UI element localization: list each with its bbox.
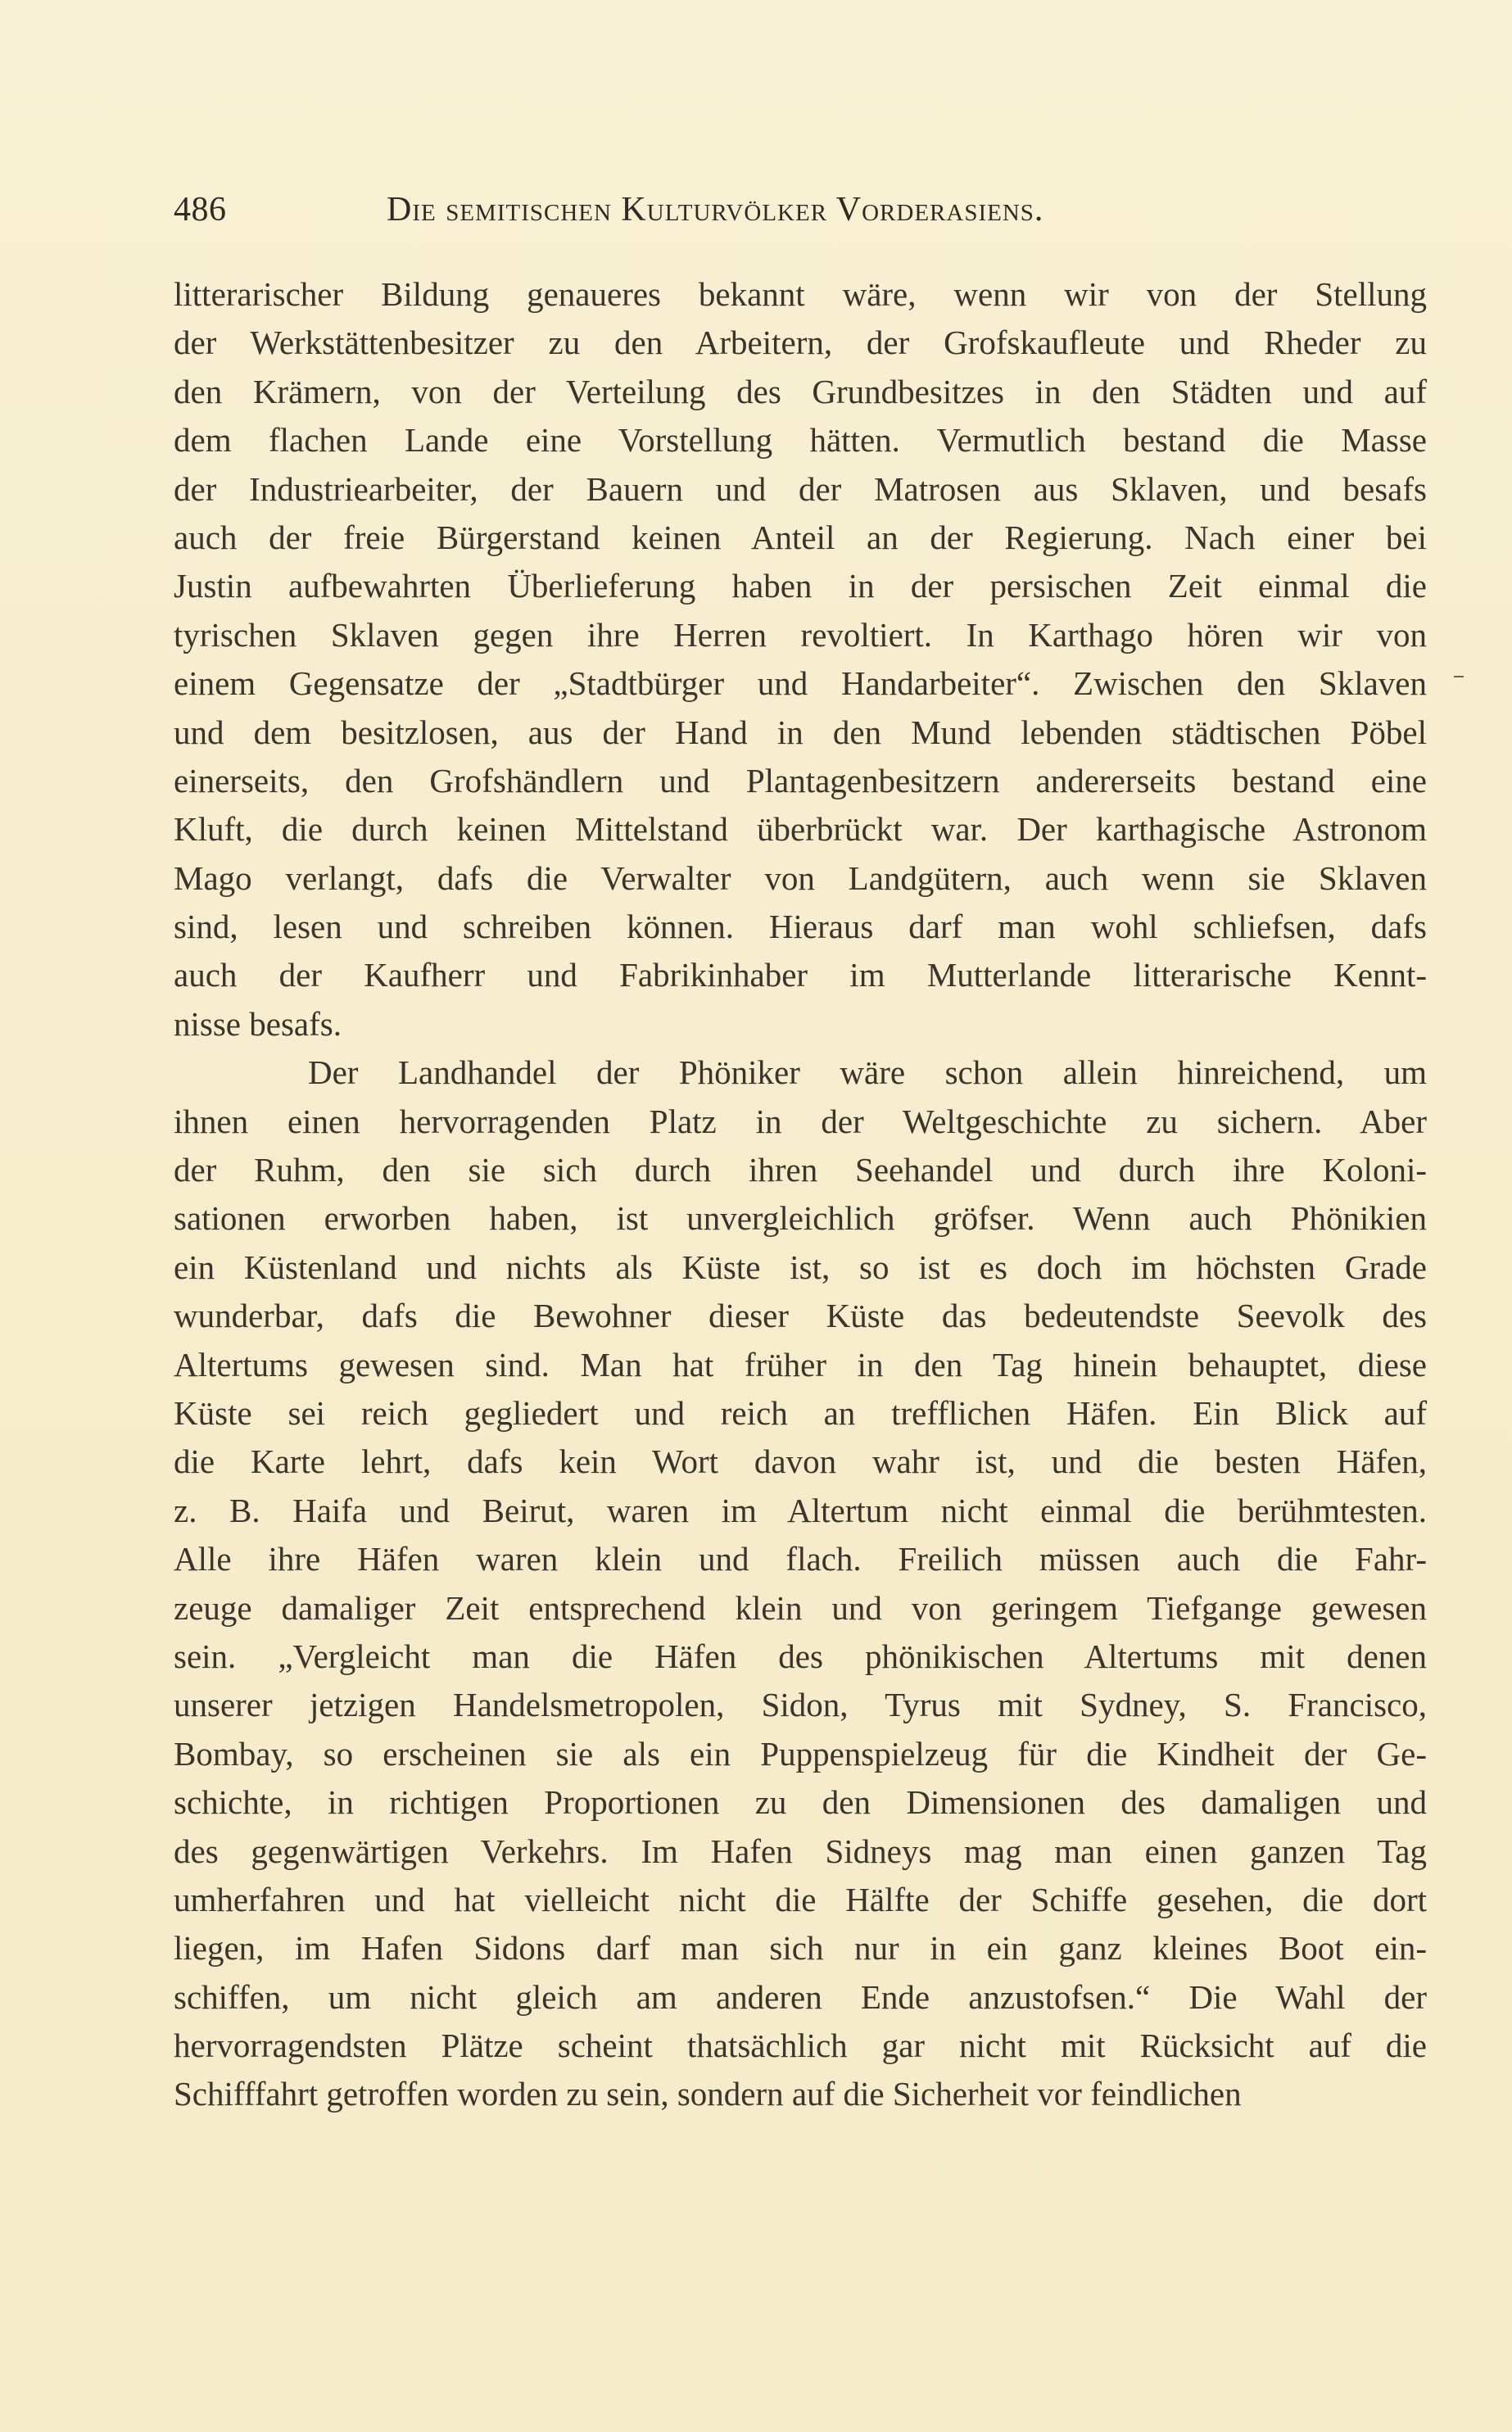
- text-line: die Karte lehrt, dafs kein Wort davon wahr ist, und die besten Häfen,: [174, 1442, 1427, 1481]
- paragraph: [174, 1048, 1427, 2119]
- text-line: den Krämern, von der Verteilung des Grundbesitzes in den Städten und auf: [174, 372, 1427, 410]
- text-line: Bombay, so erscheinen sie als ein Puppenspielzeug für die Kindheit der Ge-: [174, 1734, 1427, 1773]
- text-line: der Industriearbeiter, der Bauern und der Matrosen aus Sklaven, und besafs: [174, 469, 1427, 508]
- text-line: Mago verlangt, dafs die Verwalter von Landgütern, auch wenn sie Sklaven: [174, 858, 1427, 897]
- text-line: tyrischen Sklaven gegen ihre Herren revoltiert. In Karthago hören wir von: [174, 615, 1427, 654]
- text-line: sationen erworben haben, ist unvergleichlich gröfser. Wenn auch Phönikien: [174, 1199, 1427, 1238]
- text-line: unserer jetzigen Handelsmetropolen, Sidon, Tyrus mit Sydney, S. Francisco,: [174, 1686, 1427, 1724]
- text-line: des gegenwärtigen Verkehrs. Im Hafen Sidneys mag man einen ganzen Tag: [174, 1832, 1427, 1870]
- text-line: ein Küstenland und nichts als Küste ist, so ist es doch im höchsten Grade: [174, 1248, 1427, 1286]
- text-line: Schifffahrt getroffen worden zu sein, sondern auf die Sicherheit vor feindlichen: [174, 2075, 1242, 2113]
- running-title: Die semitischen Kulturvölker Vorderasiens.: [387, 191, 1044, 229]
- margin-mark: [1454, 676, 1464, 677]
- text-line: hervorragendsten Plätze scheint thatsächlich gar nicht mit Rücksicht auf die: [174, 2027, 1427, 2065]
- text-line: zeuge damaliger Zeit entsprechend klein und von geringem Tiefgange gewesen: [174, 1588, 1427, 1627]
- text-line: der Ruhm, den sie sich durch ihren Seehandel und durch ihre Koloni-: [174, 1151, 1427, 1189]
- text-line: umherfahren und hat vielleicht nicht die Hälfte der Schiffe gesehen, die dort: [174, 1880, 1427, 1918]
- text-line: einerseits, den Grofshändlern und Plantagenbesitzern andererseits bestand eine: [174, 761, 1427, 799]
- text-line: ihnen einen hervorragenden Platz in der Weltgeschichte zu sichern. Aber: [174, 1102, 1427, 1140]
- text-line: einem Gegensatze der „Stadtbürger und Handarbeiter“. Zwischen den Sklaven: [174, 664, 1427, 703]
- running-header: [174, 190, 1337, 239]
- text-line: litterarischer Bildung genaueres bekannt wäre, wenn wir von der Stellung: [174, 275, 1427, 313]
- text-line: schichte, in richtigen Proportionen zu den Dimensionen des damaligen und: [174, 1783, 1427, 1822]
- text-line: liegen, im Hafen Sidons darf man sich nur in ein ganz kleines Boot ein-: [174, 1929, 1427, 1968]
- page-number: 486: [174, 191, 227, 229]
- text-line: Der Landhandel der Phöniker wäre schon allein hinreichend, um: [308, 1053, 1427, 1092]
- text-line: Alle ihre Häfen waren klein und flach. Freilich müssen auch die Fahr-: [174, 1540, 1427, 1578]
- text-line: der Werkstättenbesitzer zu den Arbeitern, der Grofskaufleute und Rheder zu: [174, 324, 1427, 362]
- paragraph: [174, 270, 1427, 1048]
- body-text: [174, 270, 1427, 2119]
- text-line: wunderbar, dafs die Bewohner dieser Küste das bedeutendste Seevolk des: [174, 1297, 1427, 1335]
- text-line: dem flachen Lande eine Vorstellung hätten. Vermutlich bestand die Masse: [174, 421, 1427, 460]
- text-line: nisse besafs.: [174, 1004, 342, 1043]
- text-line: und dem besitzlosen, aus der Hand in den Mund lebenden städtischen Pöbel: [174, 713, 1427, 751]
- text-line: Altertums gewesen sind. Man hat früher in den Tag hinein behauptet, diese: [174, 1345, 1427, 1384]
- text-line: schiffen, um nicht gleich am anderen Ende anzustofsen.“ Die Wahl der: [174, 1977, 1427, 2016]
- text-line: auch der freie Bürgerstand keinen Anteil an der Regierung. Nach einer bei: [174, 518, 1427, 556]
- text-line: sein. „Vergleicht man die Häfen des phönikischen Altertums mit denen: [174, 1637, 1427, 1675]
- text-line: auch der Kaufherr und Fabrikinhaber im Mutterlande litterarische Kennt-: [174, 956, 1427, 994]
- text-line: z. B. Haifa und Beirut, waren im Altertum nicht einmal die berühmtesten.: [174, 1491, 1427, 1529]
- text-line: sind, lesen und schreiben können. Hieraus darf man wohl schliefsen, dafs: [174, 908, 1427, 946]
- text-line: Küste sei reich gegliedert und reich an trefflichen Häfen. Ein Blick auf: [174, 1393, 1427, 1432]
- text-line: Kluft, die durch keinen Mittelstand überbrückt war. Der karthagische Astronom: [174, 810, 1427, 849]
- text-line: Justin aufbewahrten Überlieferung haben in der persischen Zeit einmal die: [174, 567, 1427, 605]
